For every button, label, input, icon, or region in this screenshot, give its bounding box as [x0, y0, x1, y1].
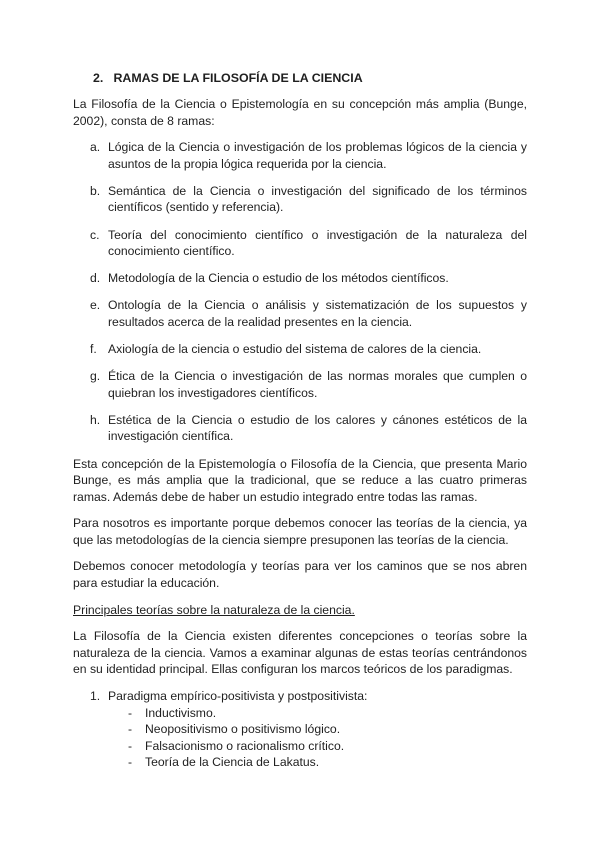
list-marker: c. — [90, 227, 100, 242]
theory-item — [73, 738, 527, 755]
branch-item — [73, 139, 527, 172]
branch-item — [73, 297, 527, 330]
theory-text: Neopositivismo o positivismo lógico. — [145, 722, 341, 737]
branches-list — [73, 139, 527, 445]
section-heading — [93, 70, 527, 87]
paradigm-title: Paradigma empírico-positivista y postpositivista: — [108, 689, 368, 704]
branch-text: Ética de la Ciencia o investigación de las normas morales que cumplen o quiebran los investigadores científicos. — [108, 369, 527, 400]
dash-marker: - — [128, 705, 133, 720]
branch-item — [73, 183, 527, 216]
branch-item — [73, 270, 527, 287]
body-paragraph: Debemos conocer metodología y teorías para ver los caminos que se nos abren para estudiar la educación. — [73, 559, 527, 591]
intro-paragraph: La Filosofía de la Ciencia o Epistemología en su concepción más amplia (Bunge, 2002), consta de 8 ramas: — [73, 97, 527, 128]
branch-item — [73, 227, 527, 260]
theory-item — [73, 721, 527, 738]
theory-text: Teoría de la Ciencia de Lakatus. — [145, 755, 320, 770]
branch-item — [73, 412, 527, 445]
theories-intro-paragraph: La Filosofía de la Ciencia existen diferentes concepciones o teorías sobre la naturaleza de la ciencia. Vamos a examinar algunas de estas teorías centrándonos en su identidad principal. Ellas configuran los marcos teóricos de los paradigmas. — [73, 629, 527, 677]
list-marker: a. — [90, 140, 101, 155]
dash-marker: - — [128, 722, 133, 737]
dash-marker: - — [128, 755, 133, 770]
paradigm-item — [73, 688, 527, 705]
dash-marker: - — [128, 738, 133, 753]
list-marker: f. — [90, 342, 97, 357]
theory-text: Inductivismo. — [145, 705, 217, 720]
branch-text: Estética de la Ciencia o estudio de los calores y cánones estéticos de la investigación científica. — [108, 412, 527, 444]
list-marker: g. — [90, 369, 101, 384]
list-marker: d. — [90, 271, 101, 286]
branch-text: Metodología de la Ciencia o estudio de los métodos científicos. — [108, 271, 449, 286]
branch-text: Ontología de la Ciencia o análisis y sistematización de los supuestos y resultados acerca de la realidad presentes en la ciencia. — [108, 298, 527, 329]
list-marker: e. — [90, 298, 101, 313]
body-paragraph: Para nosotros es importante porque debemos conocer las teorías de la ciencia, ya que las metodologías de la ciencia siempre presuponen las teorías de la ciencia. — [73, 516, 527, 547]
branch-item — [73, 368, 527, 401]
branch-text: Axiología de la ciencia o estudio del sistema de calores de la ciencia. — [108, 342, 482, 357]
section-title: RAMAS DE LA FILOSOFÍA DE LA CIENCIA — [113, 71, 363, 85]
theory-text: Falsacionismo o racionalismo crítico. — [145, 738, 345, 753]
branch-text: Lógica de la Ciencia o investigación de los problemas lógicos de la ciencia y asuntos de la propia lógica requerida por la ciencia. — [108, 140, 527, 171]
list-marker: h. — [90, 412, 101, 427]
paradigm-theories-list — [73, 705, 527, 771]
list-marker: b. — [90, 183, 101, 198]
list-marker: 1. — [90, 689, 101, 704]
branch-item — [73, 341, 527, 358]
branch-text: Teoría del conocimiento científico o investigación de la naturaleza del conocimiento científico. — [108, 227, 527, 259]
theories-subheading: Principales teorías sobre la naturaleza de la ciencia. — [73, 602, 355, 617]
section-number: 2. — [93, 71, 104, 85]
body-paragraph: Esta concepción de la Epistemología o Filosofía de la Ciencia, que presenta Mario Bunge, es más amplia que la tradicional, que se reduce a las cuatro primeras ramas. Además debe de haber un estudio integrado entre todas las ramas. — [73, 456, 527, 504]
paradigms-list — [73, 688, 527, 705]
theory-item — [73, 754, 527, 771]
document-content — [73, 70, 527, 771]
theory-item — [73, 705, 527, 722]
branch-text: Semántica de la Ciencia o investigación del significado de los términos científicos (sentido y referencia). — [108, 183, 527, 215]
